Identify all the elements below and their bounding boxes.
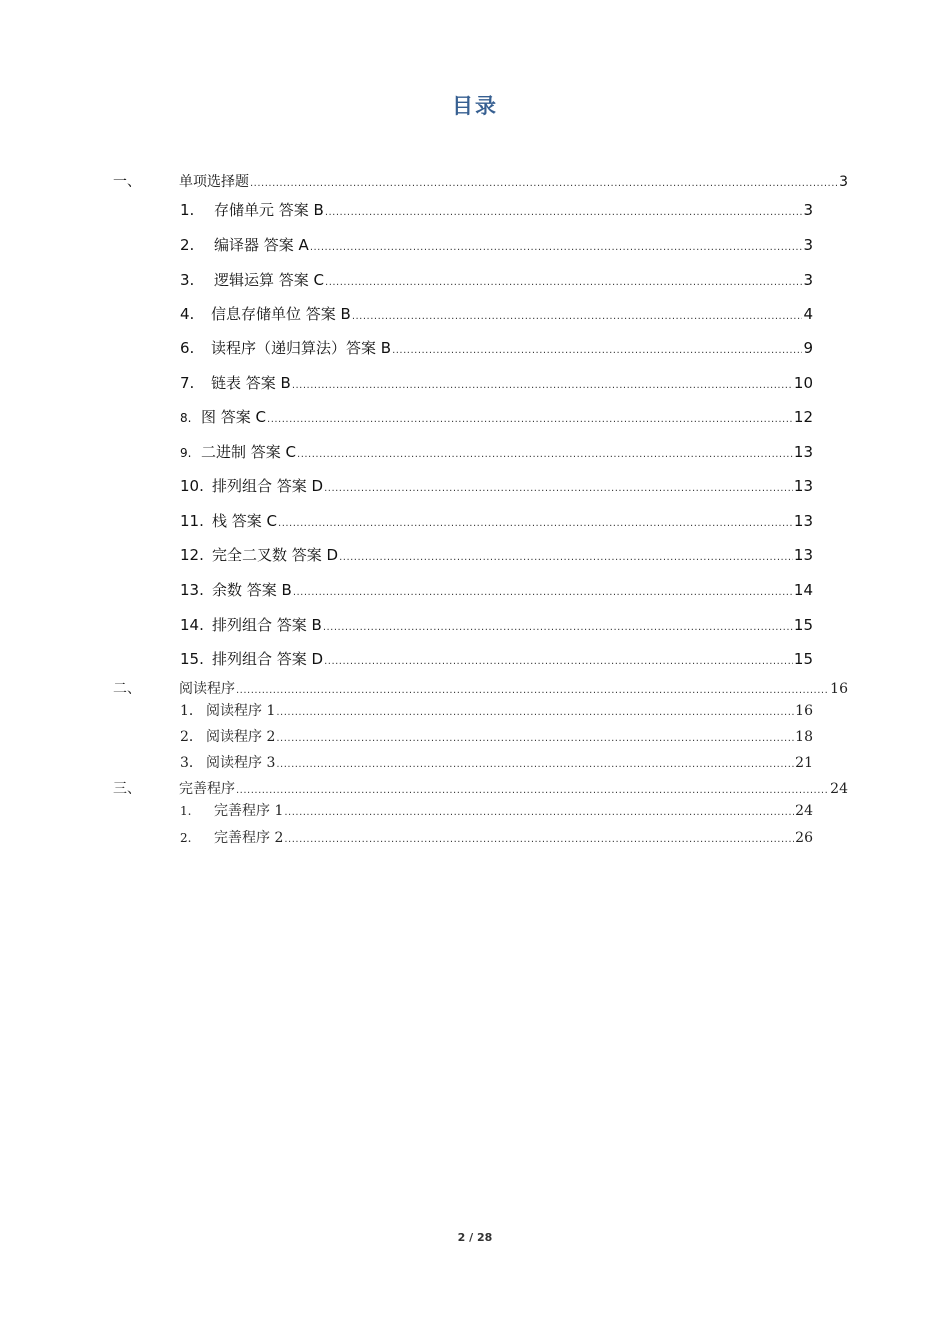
toc-page-number: 12: [793, 408, 813, 426]
toc-page-number: 3: [839, 174, 848, 190]
toc-entry-number: 2.: [180, 236, 195, 254]
toc-page-number: 13: [793, 512, 813, 530]
leader-dots: [325, 277, 802, 288]
toc-entry-label: 完善程序 2: [214, 830, 284, 846]
toc-entry-label: 阅读程序 3: [206, 755, 276, 771]
toc-entry-number: 12.: [180, 546, 204, 564]
toc-entry-number: 3.: [180, 271, 195, 289]
toc-section-1[interactable]: [113, 171, 848, 191]
leader-dots: [276, 759, 794, 770]
toc-section-label: 完善程序: [179, 781, 235, 797]
toc-title: 目录: [452, 94, 498, 118]
toc-entry-number: 7.: [180, 374, 195, 392]
toc-entry-q15[interactable]: [180, 648, 813, 669]
toc-section-2[interactable]: [113, 678, 848, 698]
toc-page-number: 4: [803, 305, 813, 323]
leader-dots: [323, 622, 793, 633]
toc-entry-label: 栈 答案 C: [212, 512, 278, 530]
toc-section-label: 单项选择题: [179, 174, 249, 190]
toc-entry-label: 阅读程序 2: [206, 729, 276, 745]
toc-entry-label: 图 答案 C: [201, 408, 267, 426]
toc-entry-label: 完善程序 1: [214, 803, 284, 819]
toc-page-number: 24: [795, 803, 813, 819]
leader-dots: [324, 483, 793, 494]
toc-page-number: 13: [793, 443, 813, 461]
toc-entry-label: 排列组合 答案 D: [212, 477, 324, 495]
toc-entry-label: 编译器 答案 A: [214, 236, 309, 254]
leader-dots: [236, 685, 829, 696]
page-footer-number: 2 / 28: [457, 1231, 493, 1244]
leader-dots: [284, 807, 794, 818]
toc-page-number: 16: [830, 681, 848, 697]
toc-entry-number: 6.: [180, 339, 195, 357]
toc-entry-number: 1．: [180, 703, 203, 719]
toc-entry-q10[interactable]: [180, 475, 813, 496]
toc-entry-label: 阅读程序 1: [206, 703, 276, 719]
toc-page-number: 3: [803, 271, 813, 289]
toc-entry-q9[interactable]: [180, 441, 813, 462]
toc-entry-reading-1[interactable]: [180, 700, 813, 720]
toc-page-number: 10: [793, 374, 813, 392]
leader-dots: [276, 707, 794, 718]
toc-section-number: 三、: [113, 781, 141, 797]
toc-entry-q8[interactable]: [180, 406, 813, 427]
toc-page-number: 16: [795, 703, 813, 719]
toc-entry-label: 链表 答案 B: [211, 374, 291, 392]
leader-dots: [250, 178, 838, 189]
leader-dots: [284, 834, 794, 845]
toc-entry-number: 1.: [180, 804, 192, 818]
toc-entry-label: 二进制 答案 C: [201, 443, 297, 461]
toc-entry-number: 2.: [180, 831, 192, 845]
toc-section-3[interactable]: [113, 778, 848, 798]
toc-section-label: 阅读程序: [179, 681, 235, 697]
toc-entry-number: 2．: [180, 729, 203, 745]
toc-section-number: 一、: [113, 174, 141, 190]
leader-dots: [339, 552, 793, 563]
leader-dots: [236, 785, 829, 796]
toc-entry-label: 排列组合 答案 D: [212, 650, 324, 668]
toc-entry-q14[interactable]: [180, 614, 813, 635]
toc-entry-number: 13.: [180, 581, 204, 599]
toc-entry-reading-3[interactable]: [180, 752, 813, 772]
toc-page-number: 13: [793, 477, 813, 495]
toc-entry-label: 信息存储单位 答案 B: [211, 305, 351, 323]
toc-page-number: 26: [795, 830, 813, 846]
toc-page-number: 24: [830, 781, 848, 797]
leader-dots: [293, 587, 793, 598]
leader-dots: [297, 449, 793, 460]
toc-entry-reading-2[interactable]: [180, 726, 813, 746]
toc-entry-q7[interactable]: [180, 372, 813, 393]
toc-page-number: 3: [803, 201, 813, 219]
leader-dots: [324, 656, 793, 667]
toc-page-number: 9: [803, 339, 813, 357]
toc-page-number: 15: [793, 650, 813, 668]
toc-entry-q4[interactable]: [180, 303, 813, 324]
toc-entry-label: 存储单元 答案 B: [214, 201, 324, 219]
toc-entry-completion-2[interactable]: [180, 827, 813, 847]
toc-page-number: 18: [795, 729, 813, 745]
toc-entry-label: 读程序（递归算法）答案 B: [211, 339, 392, 357]
toc-entry-q12[interactable]: [180, 544, 813, 565]
toc-entry-q2[interactable]: [180, 234, 813, 255]
toc-page-number: 14: [793, 581, 813, 599]
toc-entry-q1[interactable]: [180, 199, 813, 220]
toc-section-number: 二、: [113, 681, 141, 697]
toc-entry-number: 9.: [180, 446, 192, 460]
toc-entry-label: 完全二叉数 答案 D: [212, 546, 339, 564]
toc-entry-q11[interactable]: [180, 510, 813, 531]
leader-dots: [352, 311, 803, 322]
toc-entry-number: 15.: [180, 650, 204, 668]
toc-entry-number: 1.: [180, 201, 195, 219]
leader-dots: [325, 207, 803, 218]
toc-page-number: 15: [793, 616, 813, 634]
leader-dots: [276, 733, 794, 744]
leader-dots: [392, 345, 802, 356]
leader-dots: [292, 380, 793, 391]
toc-page-number: 13: [793, 546, 813, 564]
leader-dots: [267, 414, 793, 425]
toc-entry-number: 14.: [180, 616, 204, 634]
toc-entry-label: 排列组合 答案 B: [212, 616, 322, 634]
leader-dots: [310, 242, 803, 253]
toc-entry-number: 4.: [180, 305, 195, 323]
toc-entry-q6[interactable]: [180, 337, 813, 358]
toc-page-number: 21: [795, 755, 813, 771]
toc-entry-label: 余数 答案 B: [212, 581, 292, 599]
toc-entry-number: 3．: [180, 755, 203, 771]
toc-page-number: 3: [803, 236, 813, 254]
toc-entry-number: 8.: [180, 411, 192, 425]
toc-entry-number: 10.: [180, 477, 204, 495]
toc-entry-completion-1[interactable]: [180, 800, 813, 820]
toc-entry-label: 逻辑运算 答案 C: [214, 271, 325, 289]
toc-entry-q3[interactable]: [180, 269, 813, 290]
toc-entry-number: 11.: [180, 512, 204, 530]
toc-entry-q13[interactable]: [180, 579, 813, 600]
leader-dots: [278, 518, 793, 529]
